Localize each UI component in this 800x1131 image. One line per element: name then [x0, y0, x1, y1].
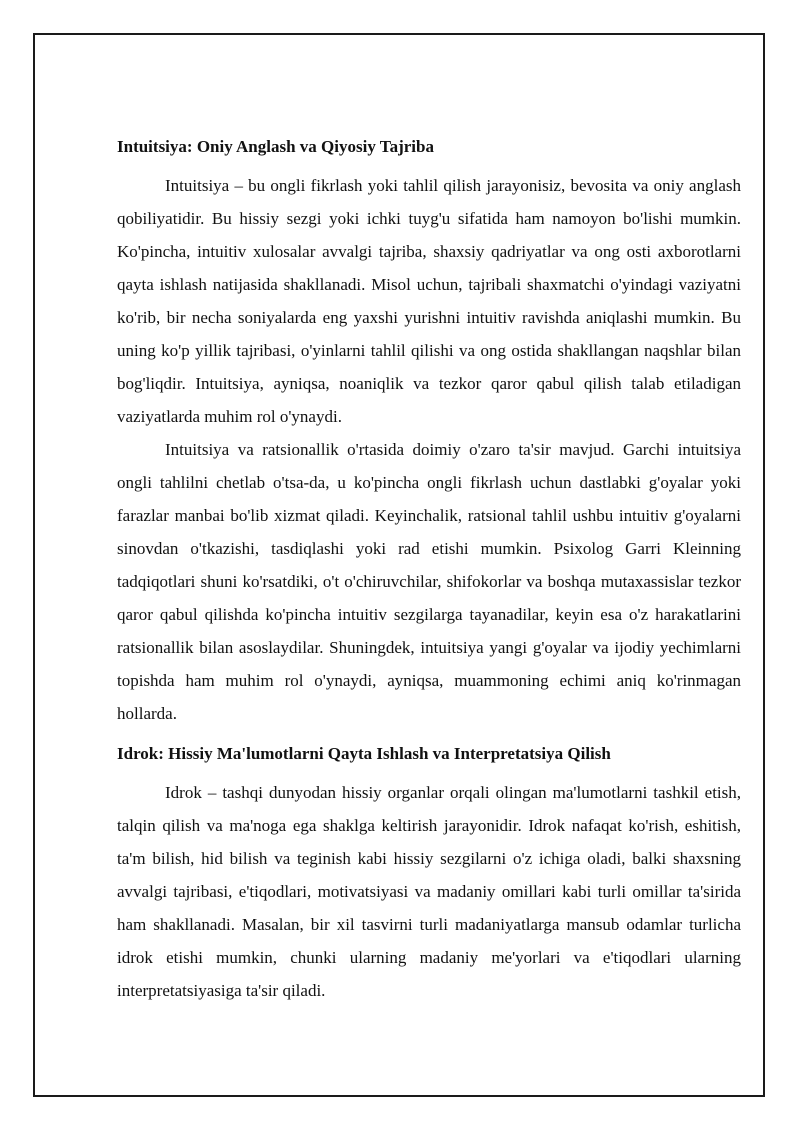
paragraph: Idrok – tashqi dunyodan hissiy organlar orqali olingan ma'lumotlarni tashkil etish, talqin qilish va ma'noga ega shaklga keltirish jarayonidir. Idrok nafaqat ko'rish, eshitish, ta'm bilish, hid bilish va teginish kabi hissiy sezgilarni o'z ichiga oladi, balki shaxsning avvalgi tajribasi, e'tiqodlari, motivatsiyasi va madaniy omillari kabi turli omillar ta'sirida ham shakllanadi. Masalan, bir xil tasvirni turli madaniyatlarga mansub odamlar turlicha idrok etishi mumkin, chunki ularning madaniy me'yorlari va e'tiqodlari ularning interpretatsiyasiga ta'sir qiladi. [117, 783, 741, 1000]
document-body [117, 133, 741, 1007]
section-intuitsiya [117, 133, 741, 730]
section-heading: Idrok: Hissiy Ma'lumotlarni Qayta Ishlash va Interpretatsiya Qilish [117, 744, 611, 763]
paragraph: Intuitsiya va ratsionallik o'rtasida doimiy o'zaro ta'sir mavjud. Garchi intuitsiya ongli tahlilni chetlab o'tsa-da, u ko'pincha ongli fikrlash uchun dastlabki g'oyalar yoki farazlar manbai bo'lib xizmat qiladi. Keyinchalik, ratsional tahlil ushbu intuitiv g'oyalarni sinovdan o'tkazishi, tasdiqlashi yoki rad etishi mumkin. Psixolog Garri Kleinning tadqiqotlari shuni ko'rsatdiki, o't o'chiruvchilar, shifokorlar va boshqa mutaxassislar tezkor qaror qabul qilishda ko'pincha intuitiv sezgilarga tayanadilar, keyin esa o'z harakatlarini ratsionallik bilan asoslaydilar. Shuningdek, intuitsiya yangi g'oyalar va ijodiy yechimlarni topishda ham muhim rol o'ynaydi, ayniqsa, muammoning echimi aniq ko'rinmagan hollarda. [117, 440, 741, 723]
section-heading: Intuitsiya: Oniy Anglash va Qiyosiy Tajriba [117, 137, 434, 156]
section-idrok [117, 740, 741, 1007]
paragraph: Intuitsiya – bu ongli fikrlash yoki tahlil qilish jarayonisiz, bevosita va oniy anglash qobiliyatidir. Bu hissiy sezgi yoki ichki tuyg'u sifatida ham namoyon bo'lishi mumkin. Ko'pincha, intuitiv xulosalar avvalgi tajriba, shaxsiy qadriyatlar va ong osti axborotlarni qayta ishlash natijasida shakllanadi. Misol uchun, tajribali shaxmatchi o'yindagi vaziyatni ko'rib, bir necha soniyalarda eng yaxshi yurishni intuitiv ravishda aniqlashi mumkin. Bu uning ko'p yillik tajribasi, o'yinlarni tahlil qilishi va ong ostida shakllangan naqshlar bilan bog'liqdir. Intuitsiya, ayniqsa, noaniqlik va tezkor qaror qabul qilish talab etiladigan vaziyatlarda muhim rol o'ynaydi. [117, 176, 741, 426]
page-frame [33, 33, 765, 1097]
